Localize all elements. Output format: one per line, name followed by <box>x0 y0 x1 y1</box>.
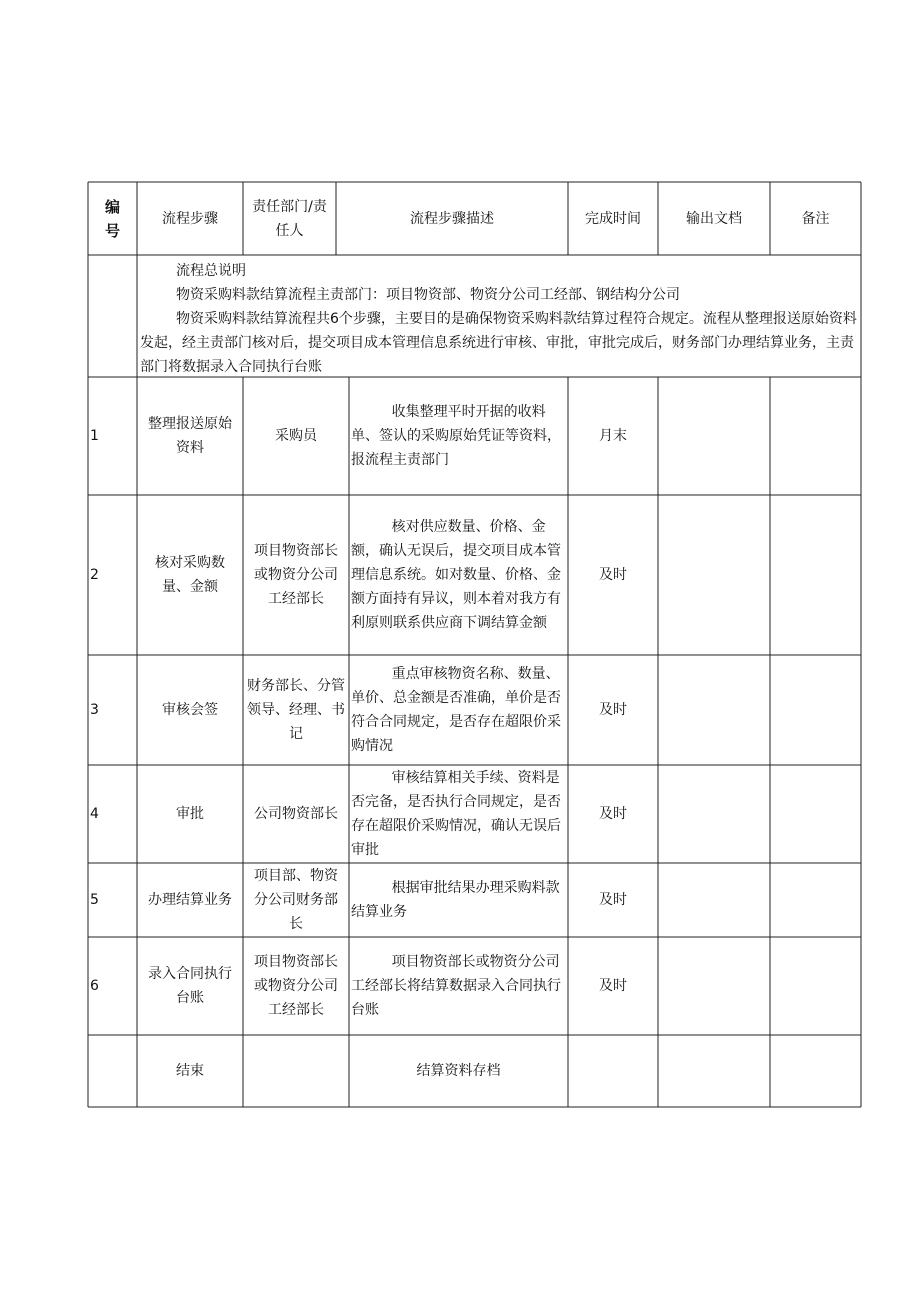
responsible-dept-line1: 项目部、物资 <box>254 868 338 884</box>
header-remark-label: 备注 <box>801 210 830 227</box>
completion-time: 及时 <box>599 806 627 822</box>
step-name-line2: 台账 <box>176 990 204 1006</box>
step-name-line1: 录入合同执行 <box>148 966 232 982</box>
responsible-dept-line3: 长 <box>289 916 303 932</box>
completion-time: 及时 <box>599 978 627 994</box>
completion-time: 及时 <box>599 892 627 908</box>
responsible-dept-line3: 工经部长 <box>268 1002 324 1018</box>
completion-time: 及时 <box>599 567 627 583</box>
completion-time-cell <box>568 655 658 765</box>
output-document-cell <box>658 937 770 1035</box>
responsible-dept-cell <box>243 863 349 937</box>
step-number: 6 <box>90 978 99 994</box>
step-number: 1 <box>90 428 99 444</box>
step-description: 核对供应数量、价格、金额，确认无误后，提交项目成本管理信息系统。如对数量、价格、金额方面持有异议，则本着对我方有利原则联系供应商下调结算金额 <box>351 519 561 631</box>
header-number-line2: 号 <box>104 221 120 240</box>
responsible-dept-cell <box>243 655 349 765</box>
step-description-cell <box>349 1035 568 1107</box>
remark-cell <box>770 1035 861 1107</box>
step-name-line2: 量、金额 <box>162 579 218 595</box>
step-name-line1: 核对采购数 <box>155 555 225 571</box>
step-name-cell <box>137 937 243 1035</box>
header-output-label: 输出文档 <box>686 210 742 227</box>
output-document-cell <box>658 863 770 937</box>
step-name-line1: 结束 <box>176 1063 204 1079</box>
completion-time: 月末 <box>599 428 627 444</box>
step-number: 2 <box>90 567 99 583</box>
responsible-dept-line1: 项目物资部长 <box>254 954 338 970</box>
step-name-line1: 审批 <box>176 806 204 822</box>
step-description: 结算资料存档 <box>416 1063 501 1079</box>
step-description-cell <box>349 495 568 655</box>
responsible-dept-cell <box>243 1035 349 1107</box>
remark-cell <box>770 495 861 655</box>
step-name-cell <box>137 1035 243 1107</box>
remark-cell <box>770 937 861 1035</box>
step-name-cell <box>137 863 243 937</box>
responsible-dept-line2: 分公司财务部 <box>254 892 338 908</box>
header-output <box>658 182 770 255</box>
step-number: 5 <box>90 892 99 908</box>
step-number: 3 <box>90 702 99 718</box>
step-number: 4 <box>90 806 99 822</box>
remark-cell <box>770 863 861 937</box>
step-number-cell <box>88 655 137 765</box>
step-name-line1: 办理结算业务 <box>148 892 232 908</box>
completion-time-cell <box>568 1035 658 1107</box>
overview-line2: 物资采购料款结算流程共6个步骤，主要目的是确保物资采购料款结算过程符合规定。流程从整理报送原始资料发起，经主责部门核对后，提交项目成本管理信息系统进行审核、审批，审批完成后，财务部门办理结算业务，主责部门将数据录入合同执行台账 <box>140 311 857 375</box>
output-document-cell <box>658 1035 770 1107</box>
step-description: 审核结算相关手续、资料是否完备，是否执行合同规定，是否存在超限价采购情况，确认无误后审批 <box>351 770 561 858</box>
responsible-dept-line3: 工经部长 <box>268 591 324 607</box>
step-name-cell <box>137 377 243 495</box>
header-step <box>137 182 243 255</box>
completion-time-cell <box>568 377 658 495</box>
header-desc-label: 流程步骤描述 <box>410 210 494 227</box>
step-description-cell <box>349 765 568 863</box>
step-name-line1: 审核会签 <box>162 702 218 718</box>
step-name-cell <box>137 495 243 655</box>
completion-time: 及时 <box>599 702 627 718</box>
completion-time-cell <box>568 495 658 655</box>
header-number <box>88 182 137 255</box>
output-document-cell <box>658 377 770 495</box>
remark-cell <box>770 765 861 863</box>
responsible-dept-cell <box>243 937 349 1035</box>
responsible-dept-cell <box>243 765 349 863</box>
responsible-dept-cell <box>243 377 349 495</box>
step-name-line2: 资料 <box>176 440 204 456</box>
step-description-cell <box>349 863 568 937</box>
remark-cell <box>770 655 861 765</box>
header-step-label: 流程步骤 <box>162 210 218 227</box>
responsible-dept-line1: 采购员 <box>275 428 317 444</box>
step-number-cell <box>88 377 137 495</box>
remark-cell <box>770 377 861 495</box>
output-document-cell <box>658 765 770 863</box>
output-document-cell <box>658 655 770 765</box>
step-description: 根据审批结果办理采购料款结算业务 <box>351 880 560 920</box>
step-description-cell <box>349 937 568 1035</box>
header-dept <box>243 182 336 255</box>
overview-title: 流程总说明 <box>176 263 246 279</box>
header-time-label: 完成时间 <box>585 210 641 227</box>
overview-line1: 物资采购料款结算流程主责部门：项目物资部、物资分公司工经部、钢结构分公司 <box>176 287 680 303</box>
responsible-dept-line2: 或物资分公司 <box>254 567 338 583</box>
responsible-dept-line2: 领导、经理、书 <box>247 702 345 718</box>
step-description: 收集整理平时开据的收料单、签认的采购原始凭证等资料，报流程主责部门 <box>351 404 561 468</box>
responsible-dept-line1: 财务部长、分管 <box>247 678 345 694</box>
responsible-dept-line1: 项目物资部长 <box>254 543 338 559</box>
header-dept-line1: 责任部门/责 <box>252 198 327 215</box>
step-number-cell <box>88 1035 137 1107</box>
step-name-cell <box>137 655 243 765</box>
completion-time-cell <box>568 765 658 863</box>
header-time <box>568 182 658 255</box>
step-description-cell <box>349 655 568 765</box>
completion-time-cell <box>568 863 658 937</box>
responsible-dept-line3: 记 <box>289 726 303 742</box>
header-dept-line2: 任人 <box>275 222 304 239</box>
responsible-dept-line2: 或物资分公司 <box>254 978 338 994</box>
completion-time-cell <box>568 937 658 1035</box>
step-number-cell <box>88 863 137 937</box>
step-name-cell <box>137 765 243 863</box>
step-number-cell <box>88 937 137 1035</box>
header-number-line1: 编 <box>104 197 120 216</box>
responsible-dept-line1: 公司物资部长 <box>254 806 338 822</box>
step-name-line1: 整理报送原始 <box>148 416 232 432</box>
header-remark <box>770 182 861 255</box>
step-description: 重点审核物资名称、数量、单价、总金额是否准确，单价是否符合合同规定，是否存在超限价采购情况 <box>351 666 561 754</box>
process-overview <box>137 255 861 377</box>
step-number-cell <box>88 765 137 863</box>
step-description-cell <box>349 377 568 495</box>
step-number-cell <box>88 495 137 655</box>
header-desc <box>336 182 568 255</box>
responsible-dept-cell <box>243 495 349 655</box>
step-description: 项目物资部长或物资分公司工经部长将结算数据录入合同执行台账 <box>351 954 561 1018</box>
output-document-cell <box>658 495 770 655</box>
